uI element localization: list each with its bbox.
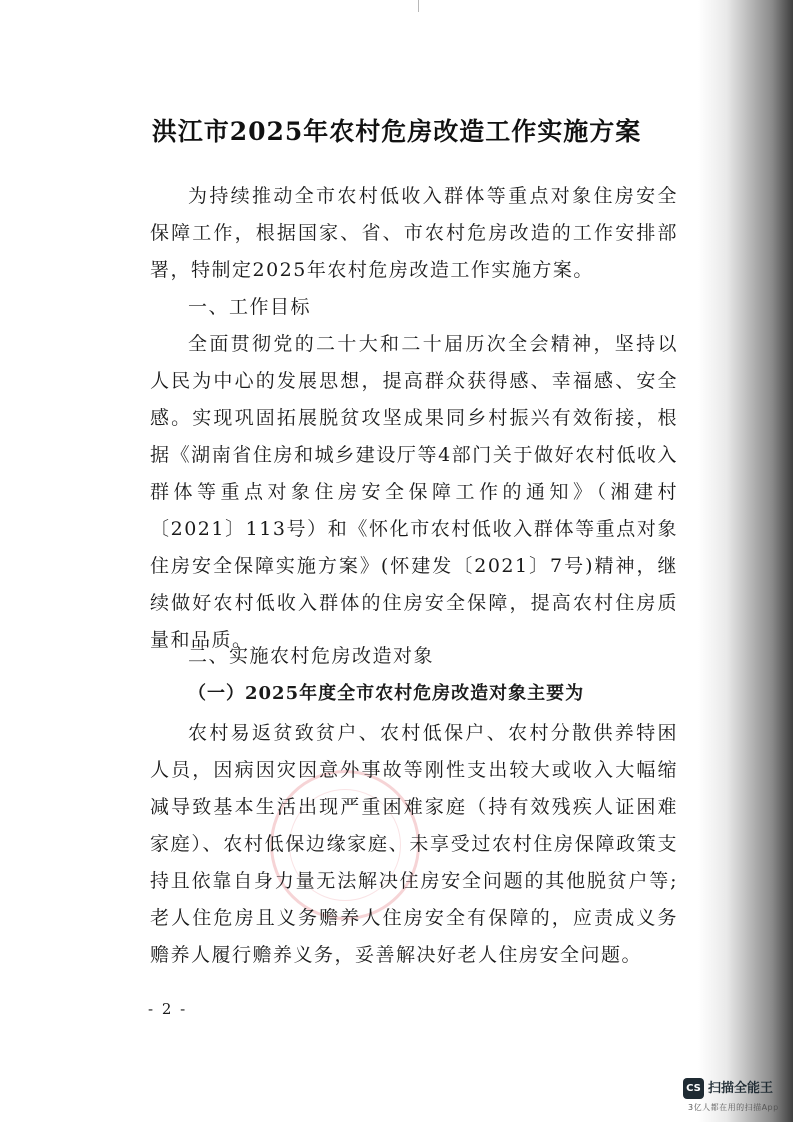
watermark-brand: 扫描全能王: [708, 1081, 774, 1096]
camscanner-logo-icon: CS: [683, 1078, 704, 1099]
scan-edge-shadow: [698, 0, 793, 1122]
page-number: - 2 -: [148, 1000, 188, 1018]
document-title: 洪江市2025年农村危房改造工作实施方案: [151, 117, 642, 146]
watermark-tagline: 3亿人都在用的扫描App: [688, 1103, 779, 1112]
scanner-watermark: [683, 1062, 793, 1122]
section-1-heading: 一、工作目标: [188, 296, 312, 318]
scan-edge-mark: [418, 0, 419, 12]
intro-paragraph: 为持续推动全市农村低收入群体等重点对象住房安全保障工作，根据国家、省、市农村危房改造的工作安排部署，特制定2025年农村危房改造工作实施方案。: [150, 185, 678, 281]
subsection-1-paragraph: 农村易返贫致贫户、农村低保户、农村分散供养特困人员，因病因灾因意外事故等刚性支出较大或收入大幅缩减导致基本生活出现严重困难家庭（持有效残疾人证困难家庭）、农村低保边缘家庭、未享受过农村住房保障政策支持且依靠自身力量无法解决住房安全问题的其他脱贫户等;老人住危房且义务赡养人住房安全有保障的，应责成义务赡养人履行赡养义务，妥善解决好老人住房安全问题。: [150, 722, 678, 966]
subsection-1-heading: （一）2025年度全市农村危房改造对象主要为: [188, 683, 585, 704]
section-2-heading: 二、实施农村危房改造对象: [188, 645, 435, 667]
section-1-paragraph: 全面贯彻党的二十大和二十届历次全会精神，坚持以人民为中心的发展思想，提高群众获得感、幸福感、安全感。实现巩固拓展脱贫攻坚成果同乡村振兴有效衔接，根据《湖南省住房和城乡建设厅等4部门关于做好农村低收入群体等重点对象住房安全保障工作的通知》（湘建村〔2021〕113号）和《怀化市农村低收入群体等重点对象住房安全保障实施方案》(怀建发〔2021〕7号)精神，继续做好农村低收入群体的住房安全保障，提高农村住房质量和品质。: [150, 333, 678, 651]
